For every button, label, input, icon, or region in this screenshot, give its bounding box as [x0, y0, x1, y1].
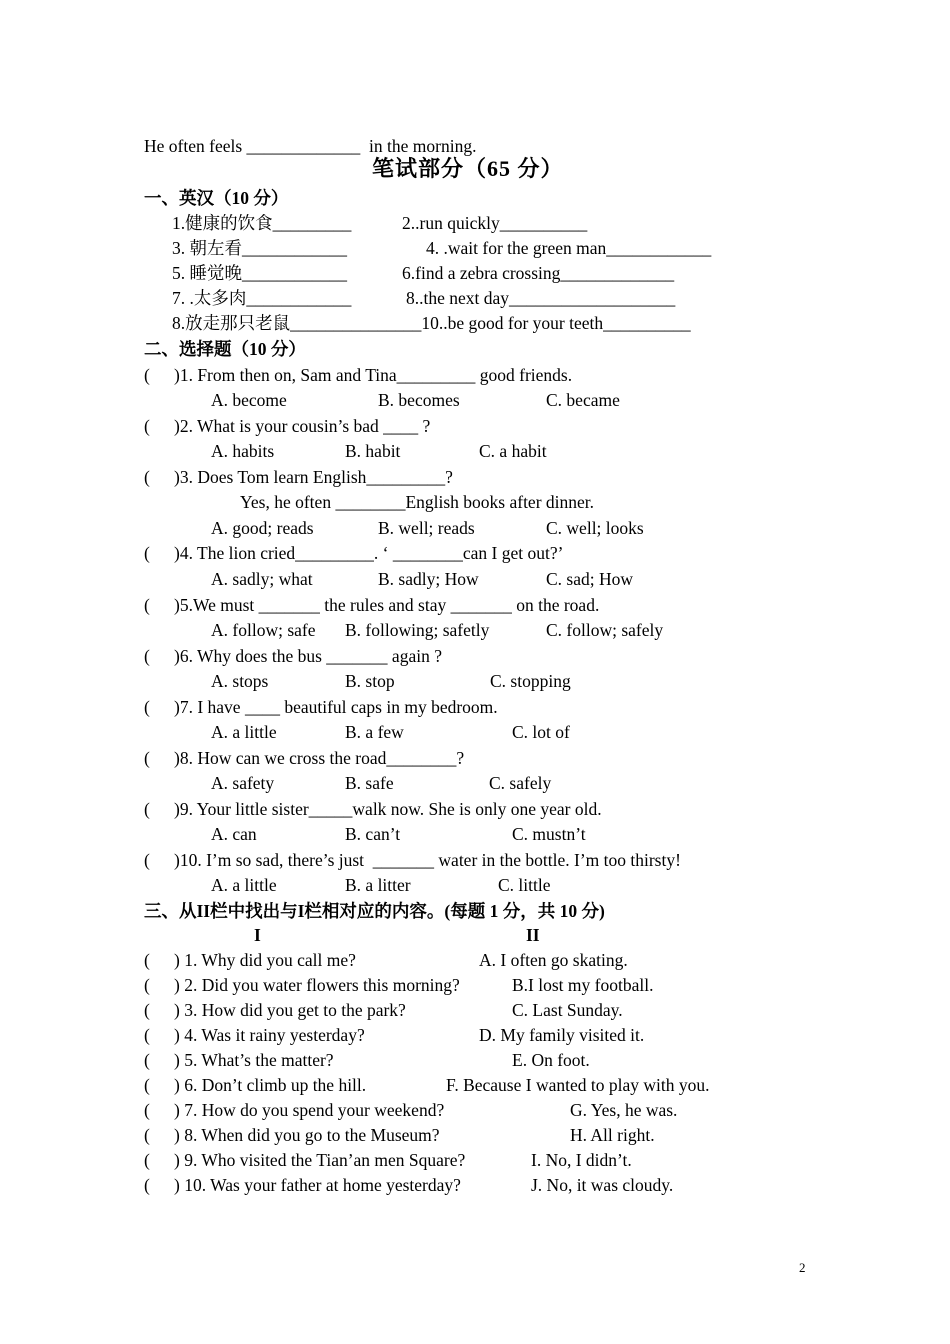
intro-line: He often feels _____________ in the morning.	[144, 136, 477, 156]
column-ii-label: II	[526, 925, 540, 945]
option-c: C. well; looks	[546, 518, 644, 538]
match-question: ) 10. Was your father at home yesterday?	[174, 1175, 461, 1195]
option-c: C. sad; How	[546, 569, 634, 589]
option-a: A. habits	[211, 441, 275, 461]
match-answer: E. On foot.	[512, 1050, 590, 1070]
answer-bracket: (	[144, 1025, 150, 1045]
answer-bracket: (	[144, 799, 150, 819]
option-a: A. follow; safe	[211, 620, 316, 640]
option-c: C. little	[498, 875, 551, 895]
question-text: )6. Why does the bus _______ again ?	[174, 646, 442, 666]
answer-bracket: (	[144, 1175, 150, 1195]
option-c: C. a habit	[479, 441, 547, 461]
exam-title: 笔试部分（65 分）	[372, 156, 564, 181]
question-extra: Yes, he often ________English books after dinner.	[240, 492, 595, 512]
option-b: B. a litter	[345, 875, 411, 895]
option-c: C. stopping	[490, 671, 571, 691]
answer-bracket: (	[144, 365, 150, 385]
option-b: B. stop	[345, 671, 395, 691]
match-question: ) 7. How do you spend your weekend?	[174, 1100, 445, 1120]
option-b: B. following; safetly	[345, 620, 490, 640]
answer-bracket: (	[144, 467, 150, 487]
match-question: ) 1. Why did you call me?	[174, 950, 356, 970]
option-a: A. good; reads	[211, 518, 314, 538]
option-a: A. a little	[211, 722, 277, 742]
answer-bracket: (	[144, 1100, 150, 1120]
answer-bracket: (	[144, 543, 150, 563]
vocab-item: 8..the next day___________________	[406, 288, 676, 308]
option-c: C. became	[546, 390, 620, 410]
option-a: A. sadly; what	[211, 569, 313, 589]
option-c: C. mustn’t	[512, 824, 586, 844]
vocab-item: 3. 朝左看____________	[172, 238, 347, 258]
option-b: B. a few	[345, 722, 404, 742]
question-text: )10. I’m so sad, there’s just _______ water in the bottle. I’m too thirsty!	[174, 850, 681, 870]
match-question: ) 9. Who visited the Tian’an men Square?	[174, 1150, 466, 1170]
match-question: ) 6. Don’t climb up the hill.	[174, 1075, 367, 1095]
option-a: A. become	[211, 390, 287, 410]
answer-bracket: (	[144, 1000, 150, 1020]
answer-bracket: (	[144, 1050, 150, 1070]
question-text: )4. The lion cried_________. ‘ ________can I get out?’	[174, 543, 564, 563]
column-i-label: I	[254, 925, 261, 945]
vocab-item: 1.健康的饮食_________	[172, 213, 352, 233]
question-text: )7. I have ____ beautiful caps in my bedroom.	[174, 697, 498, 717]
section2-heading: 二、选择题（10 分）	[144, 339, 306, 359]
answer-bracket: (	[144, 1075, 150, 1095]
vocab-item: 8.放走那只老鼠_______________10..be good for your teeth__________	[172, 313, 691, 333]
answer-bracket: (	[144, 1150, 150, 1170]
answer-bracket: (	[144, 416, 150, 436]
question-text: )1. From then on, Sam and Tina_________ good friends.	[174, 365, 573, 385]
option-b: B. habit	[345, 441, 401, 461]
question-text: )9. Your little sister_____walk now. She is only one year old.	[174, 799, 602, 819]
question-text: )3. Does Tom learn English_________?	[174, 467, 453, 487]
match-answer: B.I lost my football.	[512, 975, 654, 995]
option-c: C. follow; safely	[546, 620, 664, 640]
option-b: B. well; reads	[378, 518, 475, 538]
option-c: C. lot of	[512, 722, 570, 742]
section3-heading: 三、从II栏中找出与I栏相对应的内容。(每题 1 分，共 10 分)	[144, 901, 605, 921]
vocab-item: 5. 睡觉晚____________	[172, 263, 347, 283]
match-answer: I. No, I didn’t.	[531, 1150, 632, 1170]
question-text: )2. What is your cousin’s bad ____ ?	[174, 416, 431, 436]
vocab-item: 7. .太多肉____________	[172, 288, 352, 308]
option-a: A. can	[211, 824, 257, 844]
answer-bracket: (	[144, 595, 150, 615]
match-question: ) 5. What’s the matter?	[174, 1050, 334, 1070]
option-b: B. becomes	[378, 390, 460, 410]
question-text: )8. How can we cross the road________?	[174, 748, 465, 768]
option-a: A. stops	[211, 671, 269, 691]
answer-bracket: (	[144, 975, 150, 995]
option-b: B. can’t	[345, 824, 401, 844]
match-answer: J. No, it was cloudy.	[531, 1175, 674, 1195]
answer-bracket: (	[144, 1125, 150, 1145]
match-answer: G. Yes, he was.	[570, 1100, 678, 1120]
answer-bracket: (	[144, 697, 150, 717]
match-question: ) 4. Was it rainy yesterday?	[174, 1025, 365, 1045]
vocab-item: 6.find a zebra crossing_____________	[402, 263, 675, 283]
option-a: A. a little	[211, 875, 277, 895]
answer-bracket: (	[144, 748, 150, 768]
match-question: ) 3. How did you get to the park?	[174, 1000, 406, 1020]
vocab-item: 2..run quickly__________	[402, 213, 588, 233]
match-answer: H. All right.	[570, 1125, 655, 1145]
match-answer: C. Last Sunday.	[512, 1000, 623, 1020]
match-question: ) 8. When did you go to the Museum?	[174, 1125, 440, 1145]
match-question: ) 2. Did you water flowers this morning?	[174, 975, 460, 995]
match-answer: D. My family visited it.	[479, 1025, 645, 1045]
option-b: B. sadly; How	[378, 569, 479, 589]
answer-bracket: (	[144, 646, 150, 666]
vocab-item: 4. .wait for the green man____________	[426, 238, 712, 258]
option-a: A. safety	[211, 773, 275, 793]
option-c: C. safely	[489, 773, 552, 793]
page-number: 2	[799, 1260, 806, 1275]
option-b: B. safe	[345, 773, 394, 793]
answer-bracket: (	[144, 850, 150, 870]
match-answer: F. Because I wanted to play with you.	[446, 1075, 710, 1095]
section1-heading: 一、英汉（10 分）	[144, 188, 289, 208]
answer-bracket: (	[144, 950, 150, 970]
match-answer: A. I often go skating.	[479, 950, 628, 970]
question-text: )5.We must _______ the rules and stay _______ on the road.	[174, 595, 600, 615]
